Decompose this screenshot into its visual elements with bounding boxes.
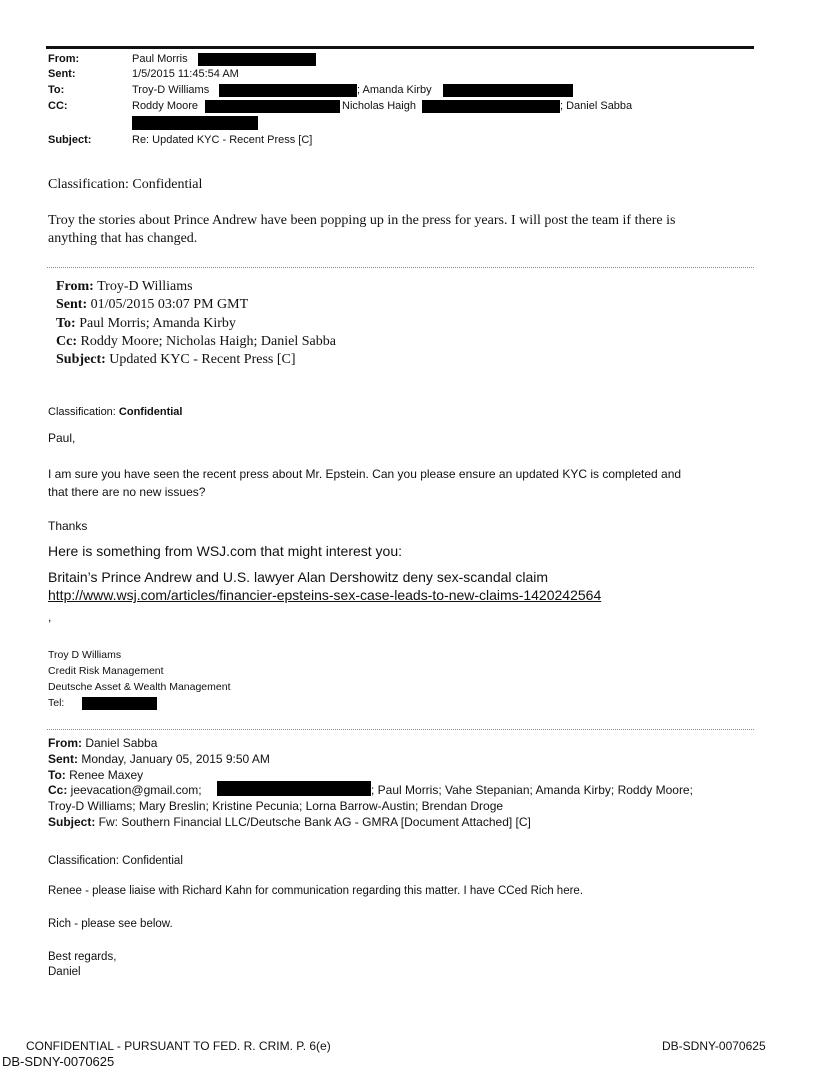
quoted1-subject-line [56, 352, 296, 368]
quoted1-cc-line [56, 334, 336, 350]
quoted2-sent-label: Sent: [48, 752, 78, 766]
header-cc-value-3: ; Daniel Sabba [560, 100, 633, 112]
signature-department: Credit Risk Management [48, 665, 164, 677]
quoted2-body-line: Rich - please see below. [48, 918, 173, 930]
quoted1-cc-value: Roddy Moore; Nicholas Haigh; Daniel Sabba [77, 334, 336, 349]
quoted1-wsj-intro: Here is something from WSJ.com that might interest you: [48, 543, 403, 559]
footer-bates-right: DB-SDNY-0070625 [662, 1039, 766, 1053]
quoted2-from-line [48, 736, 157, 750]
quoted2-subject-value: Fw: Southern Financial LLC/Deutsche Bank AG - GMRA [Document Attached] [C] [95, 815, 531, 829]
quoted2-classification: Classification: Confidential [48, 855, 183, 867]
header-from-label: From: [48, 53, 80, 65]
header-top-rule [46, 46, 754, 49]
quoted1-sent-label: Sent: [56, 297, 88, 312]
quoted2-sent-line [48, 752, 270, 766]
redaction-box [132, 116, 258, 130]
quoted1-thanks: Thanks [48, 519, 88, 533]
quoted2-signature: Daniel [48, 966, 81, 978]
quoted1-subject-label: Subject: [56, 352, 106, 367]
signature-organization: Deutsche Asset & Wealth Management [48, 681, 231, 693]
quoted1-cc-label: Cc: [56, 334, 77, 349]
redaction-box [205, 100, 340, 113]
signature-name: Troy D Williams [48, 649, 122, 661]
quoted1-subject-value: Updated KYC - Recent Press [C] [105, 352, 296, 367]
quoted2-cc-line [48, 783, 202, 797]
header-subject-value: Re: Updated KYC - Recent Press [C] [132, 134, 313, 146]
quoted1-from-value: Troy-D Williams [93, 279, 193, 294]
quoted2-from-value: Daniel Sabba [82, 736, 158, 750]
header-to-value-2: ; Amanda Kirby [357, 84, 432, 96]
quoted2-to-label: To: [48, 768, 66, 782]
quoted1-to-value: Paul Morris; Amanda Kirby [75, 316, 236, 331]
quoted2-body-line: Renee - please liaise with Richard Kahn for communication regarding this matter. I have CCed Rich here. [48, 885, 584, 897]
quoted1-classification-prefix: Classification: [48, 406, 119, 418]
header-sent-value: 1/5/2015 11:45:54 AM [132, 68, 239, 80]
quoted1-to-label: To: [56, 316, 76, 331]
quoted2-subject-label: Subject: [48, 815, 96, 829]
header-from-value: Paul Morris [132, 53, 188, 65]
separator-dotted [47, 729, 754, 730]
quoted1-body-line: I am sure you have seen the recent press about Mr. Epstein. Can you please ensure an updated KYC is completed and [48, 467, 682, 481]
reply-body-line: Troy the stories about Prince Andrew have been popping up in the press for years. I will post the team if there is [48, 213, 676, 228]
quoted2-closing: Best regards, [48, 951, 117, 963]
quoted2-to-value: Renee Maxey [65, 768, 144, 782]
quoted2-subject-line [48, 815, 531, 829]
quoted1-classification-value: Confidential [118, 406, 183, 418]
header-sent-label: Sent: [48, 68, 76, 80]
header-to-label: To: [48, 84, 65, 96]
quoted2-cc-label: Cc: [48, 783, 68, 797]
header-cc-value: Roddy Moore [132, 100, 199, 112]
redaction-box [219, 84, 357, 97]
quoted2-to-line [48, 768, 143, 782]
quoted1-classification [48, 406, 182, 418]
redaction-box [198, 53, 316, 66]
reply-body-line: anything that has changed. [48, 231, 198, 246]
redaction-box [443, 84, 573, 97]
quoted1-from-label: From: [56, 279, 94, 294]
quoted1-greeting: Paul, [48, 431, 76, 445]
redaction-box [217, 781, 371, 796]
quoted1-article-title: Britain’s Prince Andrew and U.S. lawyer Alan Dershowitz deny sex-scandal claim [48, 569, 549, 585]
separator-dotted [47, 267, 754, 268]
quoted1-sent-line [56, 297, 248, 313]
header-cc-value-2: Nicholas Haigh [342, 100, 416, 112]
quoted1-comma: , [48, 610, 52, 624]
quoted2-cc-line-2: Troy-D Williams; Mary Breslin; Kristine Pecunia; Lorna Barrow-Austin; Brendan Droge [48, 799, 504, 813]
quoted1-body-line: that there are no new issues? [48, 485, 206, 499]
footer-bates-left: DB-SDNY-0070625 [2, 1054, 115, 1069]
article-link[interactable]: http://www.wsj.com/articles/financier-epsteins-sex-case-leads-to-new-claims-1420242564 [48, 587, 602, 603]
redaction-box [422, 100, 560, 113]
quoted2-cc-value-2: ; Paul Morris; Vahe Stepanian; Amanda Kirby; Roddy Moore; [371, 783, 693, 797]
quoted2-from-label: From: [48, 736, 82, 750]
quoted2-cc-value: jeevacation@gmail.com; [67, 783, 202, 797]
signature-tel-label: Tel: [48, 697, 65, 709]
quoted1-to-line [56, 316, 236, 332]
header-to-value: Troy-D Williams [132, 84, 210, 96]
redaction-box [82, 697, 157, 710]
footer-confidential: CONFIDENTIAL - PURSUANT TO FED. R. CRIM. P. 6(e) [26, 1039, 331, 1053]
quoted1-sent-value: 01/05/2015 03:07 PM GMT [87, 297, 249, 312]
reply-classification: Classification: Confidential [48, 177, 203, 192]
quoted1-from-line [56, 279, 193, 295]
header-subject-label: Subject: [48, 134, 92, 146]
quoted2-sent-value: Monday, January 05, 2015 9:50 AM [78, 752, 270, 766]
header-cc-label: CC: [48, 100, 68, 112]
